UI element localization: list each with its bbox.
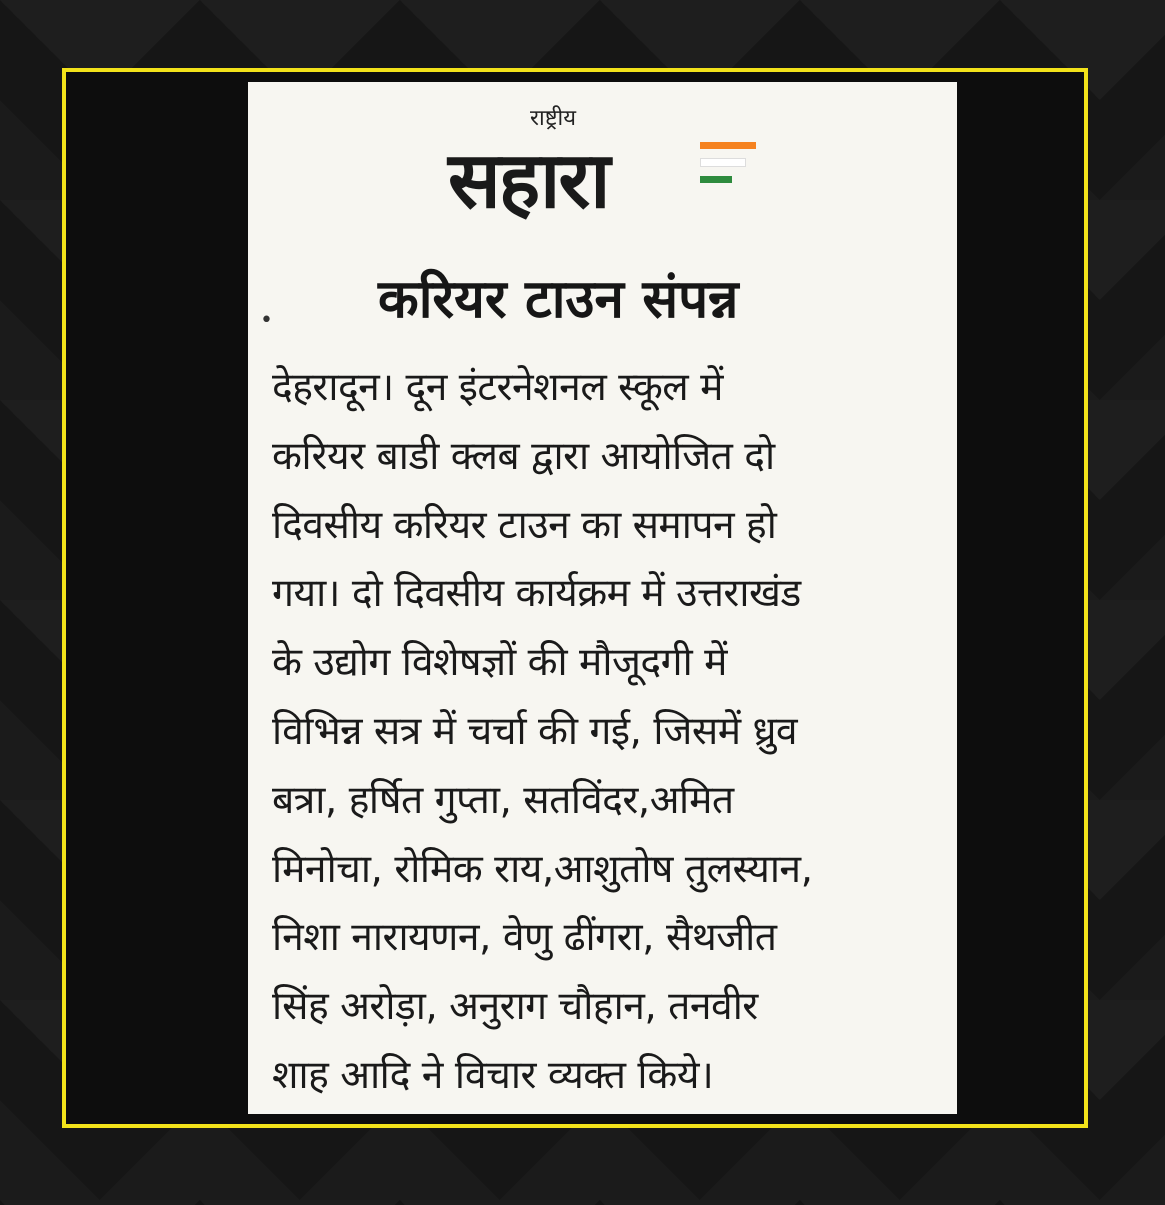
white-stripe: [700, 158, 746, 167]
bullet-mark-icon: •: [260, 308, 273, 333]
body-line: के उद्योग विशेषज्ञों की मौजूदगी में: [272, 640, 727, 686]
body-line: विभिन्न सत्र में चर्चा की गई, जिसमें ध्रुव: [272, 708, 798, 754]
body-line: देहरादून। दून इंटरनेशनल स्कूल में: [272, 365, 723, 410]
masthead: [248, 82, 957, 230]
green-stripe: [700, 176, 732, 183]
masthead-logo-text: सहारा: [448, 136, 609, 226]
body-line: बत्रा, हर्षित गुप्ता, सतविंदर,अमित: [272, 777, 734, 823]
article-headline: करियर टाउन संपन्न: [378, 269, 739, 330]
newspaper-clipping: [248, 82, 957, 1114]
body-line: मिनोचा, रोमिक राय,आशुतोष तुलस्यान,: [272, 846, 813, 892]
saffron-stripe: [700, 142, 756, 149]
body-line: सिंह अरोड़ा, अनुराग चौहान, तनवीर: [272, 984, 758, 1030]
body-line: करियर बाडी क्लब द्वारा आयोजित दो: [272, 433, 775, 479]
masthead-small-title: राष्ट्रीय: [530, 106, 577, 131]
body-line: शाह आदि ने विचार व्यक्त किये।: [272, 1052, 714, 1098]
article-body: [272, 354, 952, 1111]
tricolor-flag-icon: [700, 142, 756, 192]
body-line: दिवसीय करियर टाउन का समापन हो: [272, 502, 777, 548]
body-line: गया। दो दिवसीय कार्यक्रम में उत्तराखंड: [272, 571, 801, 617]
body-line: निशा नारायणन, वेणु ढींगरा, सैथजीत: [272, 915, 777, 961]
